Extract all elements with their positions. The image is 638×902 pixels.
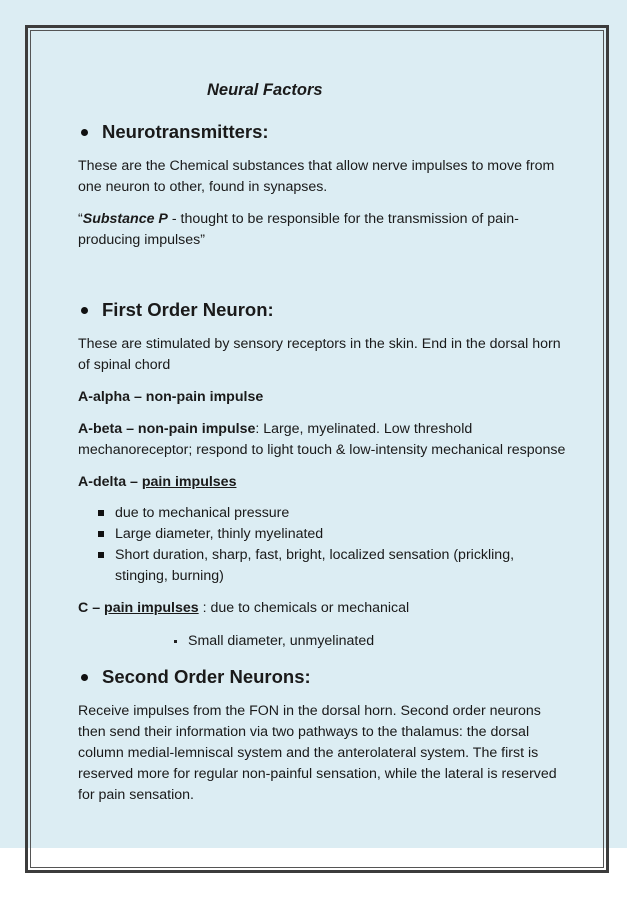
substance-p-quote (78, 209, 568, 251)
section-heading-second-order-neurons (78, 663, 568, 691)
a-delta-line (78, 472, 568, 493)
first-order-description: These are stimulated by sensory receptors in the skin. End in the dorsal horn of spinal chord (78, 336, 561, 373)
list-item (98, 503, 568, 524)
a-delta-underlined: pain impulses (141, 474, 237, 490)
section-heading-neurotransmitters (78, 118, 568, 146)
document-title: Neural Factors (207, 81, 323, 99)
section-heading-label: Second Order Neurons: (102, 666, 311, 687)
neurotransmitters-description: These are the Chemical substances that allow nerve impulses to move from one neuron to other, found in synapses. (78, 158, 555, 195)
substance-p-text: - thought to be responsible for the transmission of pain-producing impulses” (78, 211, 519, 248)
a-delta-list (78, 503, 568, 587)
bullet-icon (81, 674, 88, 681)
c-underlined: pain impulses (104, 600, 199, 616)
c-text: : due to chemicals or mechanical (198, 600, 410, 616)
square-bullet-icon (98, 531, 104, 537)
list-item-text: Large diameter, thinly myelinated (115, 526, 324, 542)
a-alpha-line: A-alpha – non-pain impulse (78, 389, 264, 405)
list-item-text: Small diameter, unmyelinated (188, 633, 375, 649)
substance-p-term: Substance P (82, 211, 168, 227)
c-fiber-line (78, 598, 568, 619)
c-list-item (78, 631, 568, 652)
a-beta-label: A-beta – non-pain impulse (78, 421, 256, 437)
a-beta-text: : Large, myelinated. Low threshold mechanoreceptor; respond to light touch & low-intensity mechanical response (78, 421, 566, 458)
list-item (98, 545, 568, 587)
list-item-text: due to mechanical pressure (115, 505, 290, 521)
square-bullet-icon (98, 552, 104, 558)
a-delta-label: A-delta – (78, 474, 142, 490)
bullet-icon (81, 129, 88, 136)
quote-open: “ (78, 211, 83, 227)
square-bullet-icon (98, 510, 104, 516)
c-label: C – (78, 600, 105, 616)
list-item-text: Short duration, sharp, fast, bright, localized sensation (prickling, stinging, burning) (115, 547, 515, 584)
section-heading-first-order-neuron (78, 296, 568, 324)
bullet-icon (81, 307, 88, 314)
document-content (78, 78, 568, 806)
section-heading-label: Neurotransmitters: (102, 121, 269, 142)
a-beta-line (78, 419, 568, 461)
second-order-description: Receive impulses from the FON in the dorsal horn. Second order neurons then send their information via two pathways to the thalamus: the dorsal column medial-lemniscal system and the anterolateral system. The first is reserved more for regular non-painful sensation, while the lateral is reserved for pain sensation. (78, 703, 557, 803)
list-item (98, 524, 568, 545)
small-bullet-icon (174, 640, 177, 643)
section-heading-label: First Order Neuron: (102, 299, 274, 320)
